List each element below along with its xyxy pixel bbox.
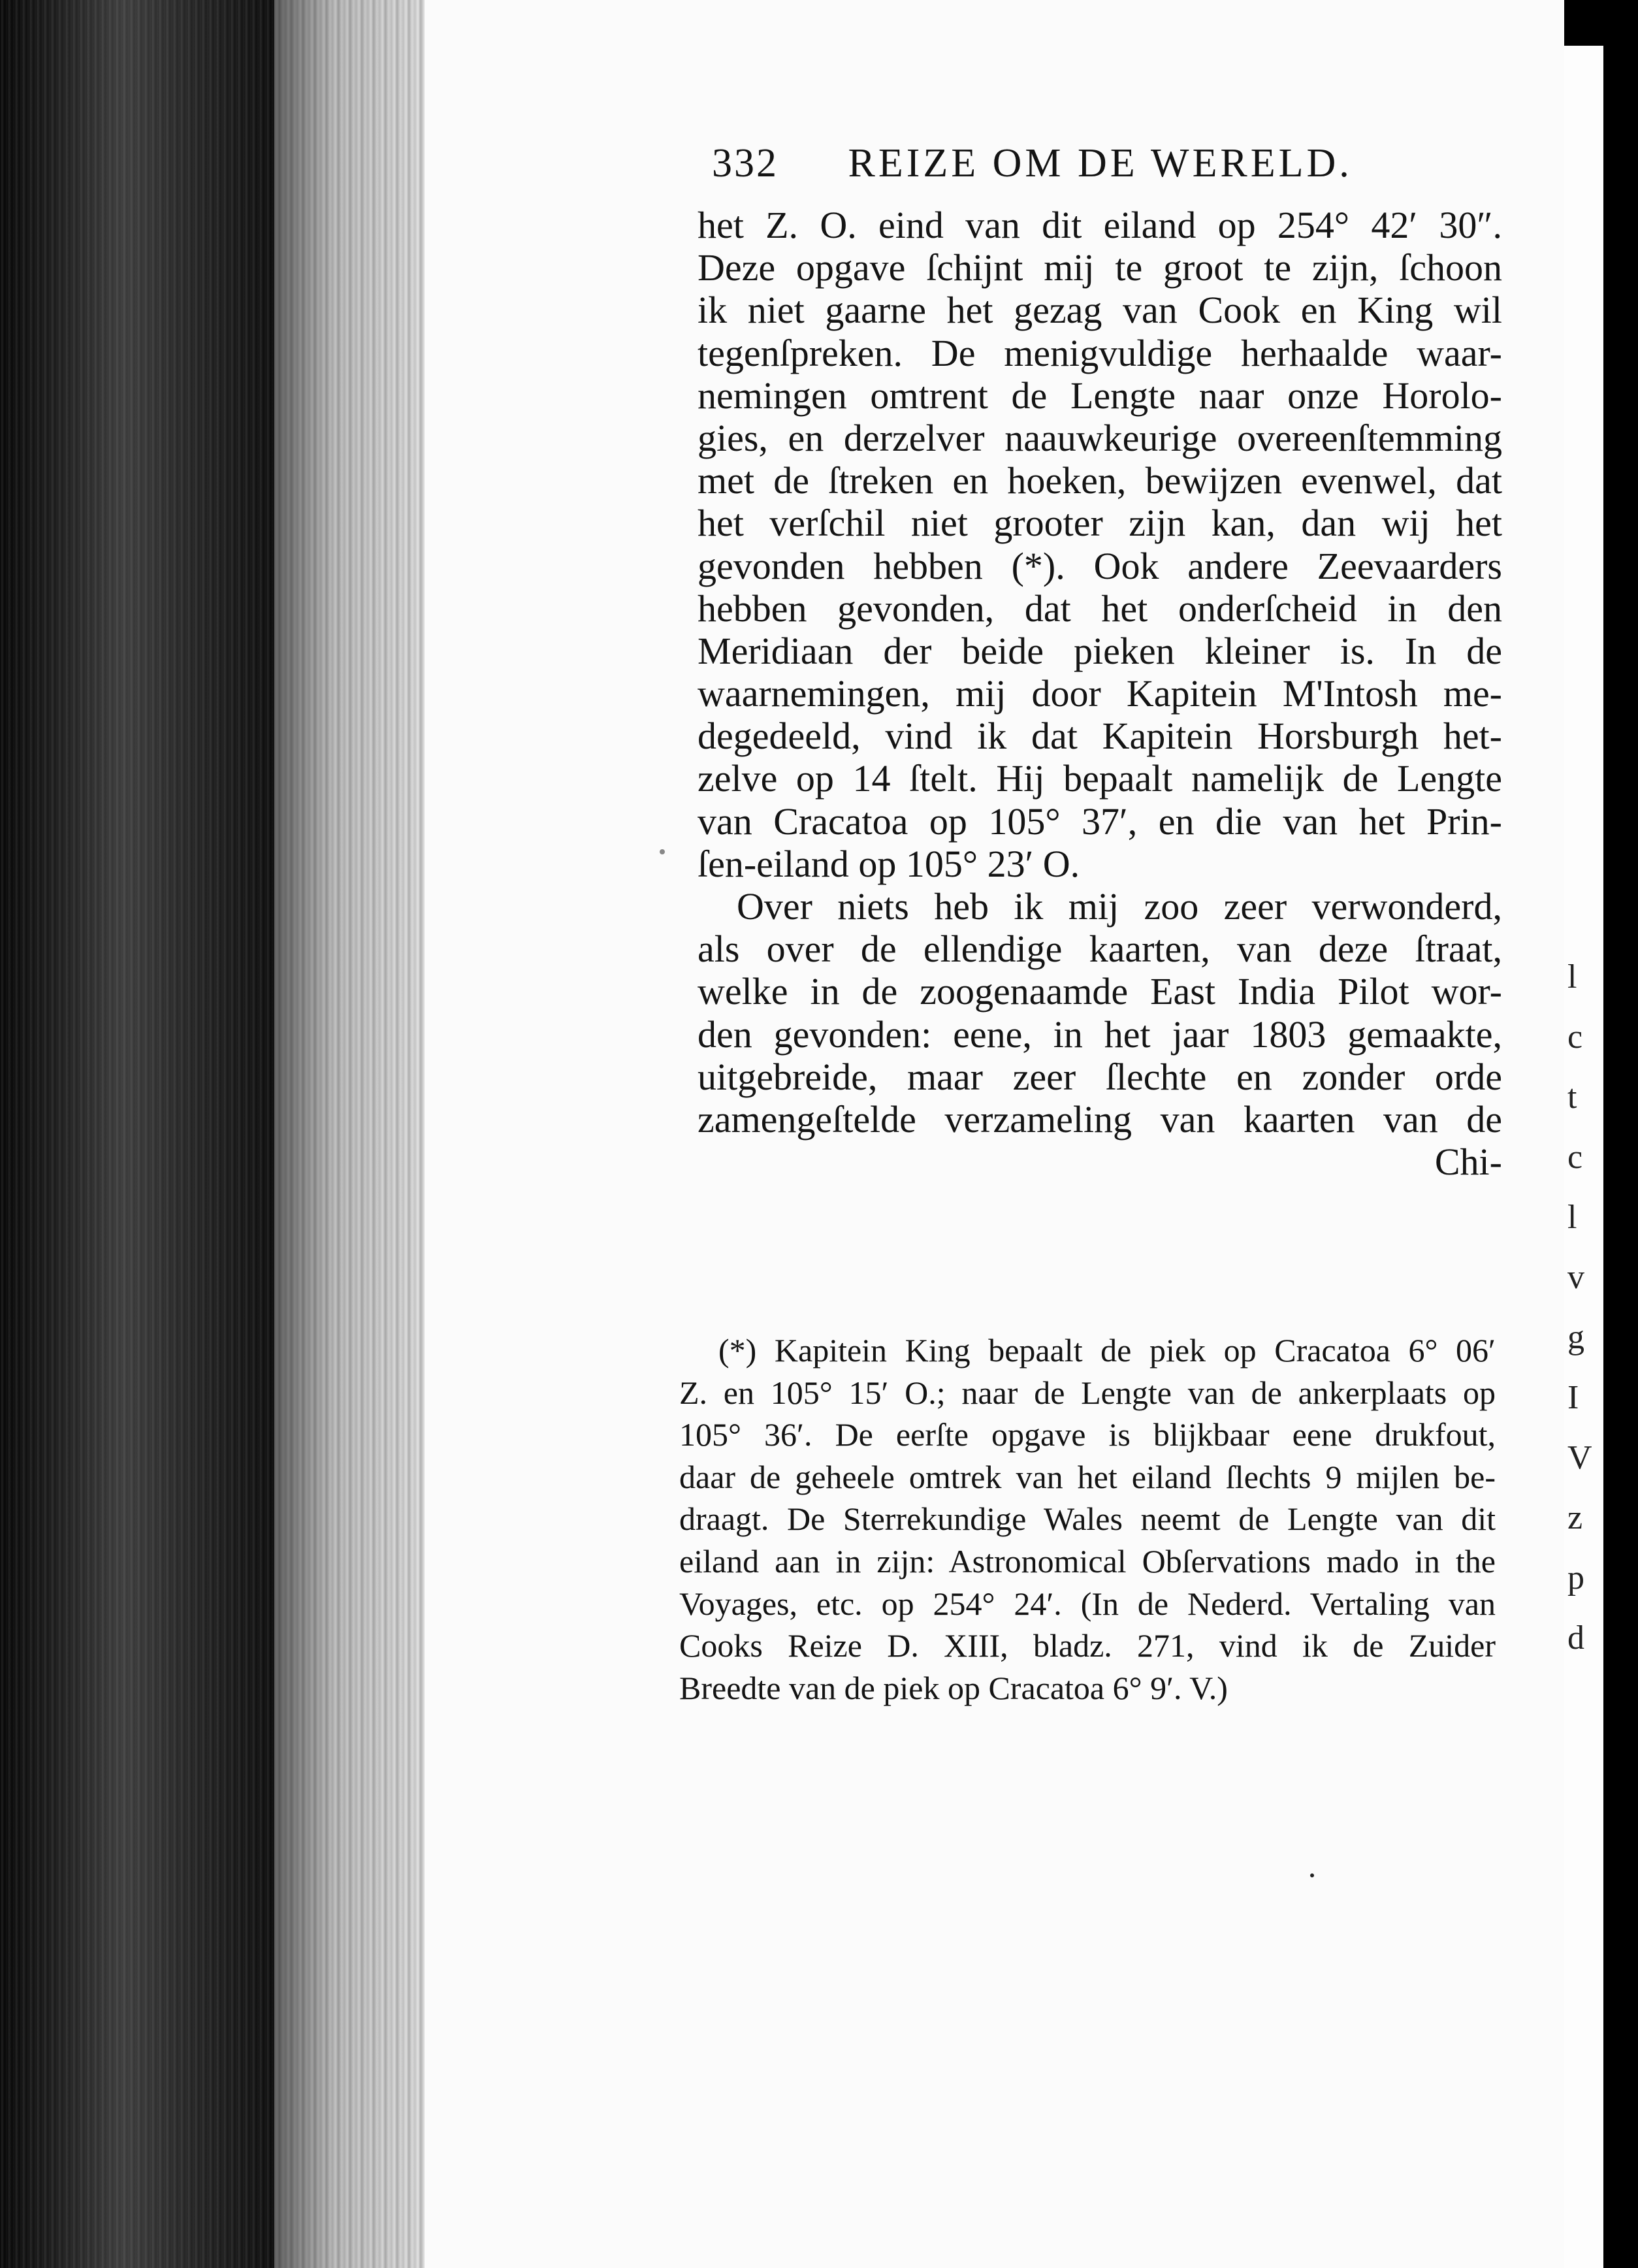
fragment-char: p [1567,1559,1584,1596]
text-line: degedeeld, vind ik dat Kapitein Horsburgh het- [698,715,1502,758]
fragment-char: I [1567,1379,1579,1416]
text-line: gies, en derzelver naauwkeurige overeenſtemming [698,416,1502,459]
text-line: van Cracatoa op 105° 37′, en die van het Prin- [698,800,1502,843]
text-line: welke in de zoogenaamde East India Pilot wor- [698,970,1502,1013]
fragment-char: c [1567,1018,1583,1056]
footnote-line: eiland aan in zijn: Astronomical Obſervations mado in the [679,1542,1496,1580]
text-line: nemingen omtrent de Lengte naar onze Horolo- [698,374,1502,417]
text-line: tegenſpreken. De menigvuldige herhaalde waar- [698,331,1502,374]
text-line: den gevonden: eene, in het jaar 1803 gemaakte, [698,1012,1502,1056]
text-line: het Z. O. eind van dit eiland op 254° 42′ 30″. [698,204,1502,246]
footnote-line: (*) Kapitein King bepaalt de piek op Cracatoa 6° 06′ [718,1332,1496,1369]
footnote-line: daar de geheele omtrek van het eiland ſlechts 9 mijlen be- [679,1458,1496,1495]
text-line: waarnemingen, mij door Kapitein M'Intosh me- [698,672,1502,715]
footnote-line: draagt. De Sterrekundige Wales neemt de Lengte van dit [679,1500,1496,1538]
body-text [698,204,1502,1183]
scan-speck [1310,1873,1314,1877]
text-line: Deze opgave ſchijnt mij te groot te zijn, ſchoon [698,246,1502,289]
text-line: als over de ellendige kaarten, van deze ſtraat, [698,928,1502,971]
catchword: Chi- [1434,1141,1502,1184]
scan-border-top-right [1564,0,1638,46]
fragment-char: d [1567,1619,1584,1657]
footnote-line: 105° 36′. De eerſte opgave is blijkbaar eene drukfout, [679,1416,1496,1453]
footnote-line: Cooks Reize D. XIII, bladz. 271, vind ik de Zuider [679,1627,1496,1664]
footnote-line: Z. en 105° 15′ O.; naar de Lengte van de ankerplaats op [679,1374,1496,1411]
gutter-shadow [274,0,425,2268]
text-line: ik niet gaarne het gezag van Cook en King wil [698,289,1502,332]
footnote-line: Breedte van de piek op Cracatoa 6° 9′. V.) [679,1669,1228,1706]
text-line: zamengeſtelde verzameling van kaarten van de [698,1097,1502,1141]
facing-page-fragment [1567,947,1600,1668]
text-line: Meridiaan der beide pieken kleiner is. In de [698,629,1502,672]
text-line: het verſchil niet grooter zijn kan, dan wij het [698,502,1502,545]
fragment-char: z [1567,1499,1583,1536]
text-line: ſen-eiland op 105° 23′ O. [698,842,1080,885]
text-line: hebben gevonden, dat het onderſcheid in den [698,587,1502,630]
book-spine-edge [0,0,274,2268]
text-line: uitgebreide, maar zeer ſlechte en zonder orde [698,1055,1502,1098]
page-header [712,140,1378,187]
text-line: zelve op 14 ſtelt. Hij bepaalt namelijk de Lengte [698,757,1502,800]
text-line: Over niets heb ik mij zoo zeer verwonderd, [737,885,1502,928]
fragment-char: l [1567,958,1577,996]
fragment-char: c [1567,1139,1583,1176]
scan-speck [660,849,665,854]
text-line: gevonden hebben (*). Ook andere Zeevaarders [698,544,1502,587]
page-number: 332 [712,141,779,186]
fragment-char: V [1567,1439,1592,1476]
footnote [679,1329,1496,1709]
running-title: REIZE OM DE WERELD. [848,141,1353,186]
fragment-char: v [1567,1259,1584,1296]
text-line: met de ſtreken en hoeken, bewijzen evenwel, dat [698,459,1502,502]
fragment-char: g [1567,1319,1584,1356]
scan-border-right [1603,0,1638,2268]
fragment-char: l [1567,1199,1577,1236]
fragment-char: t [1567,1078,1577,1116]
footnote-line: Voyages, etc. op 254° 24′. (In de Nederd. Vertaling van [679,1585,1496,1622]
